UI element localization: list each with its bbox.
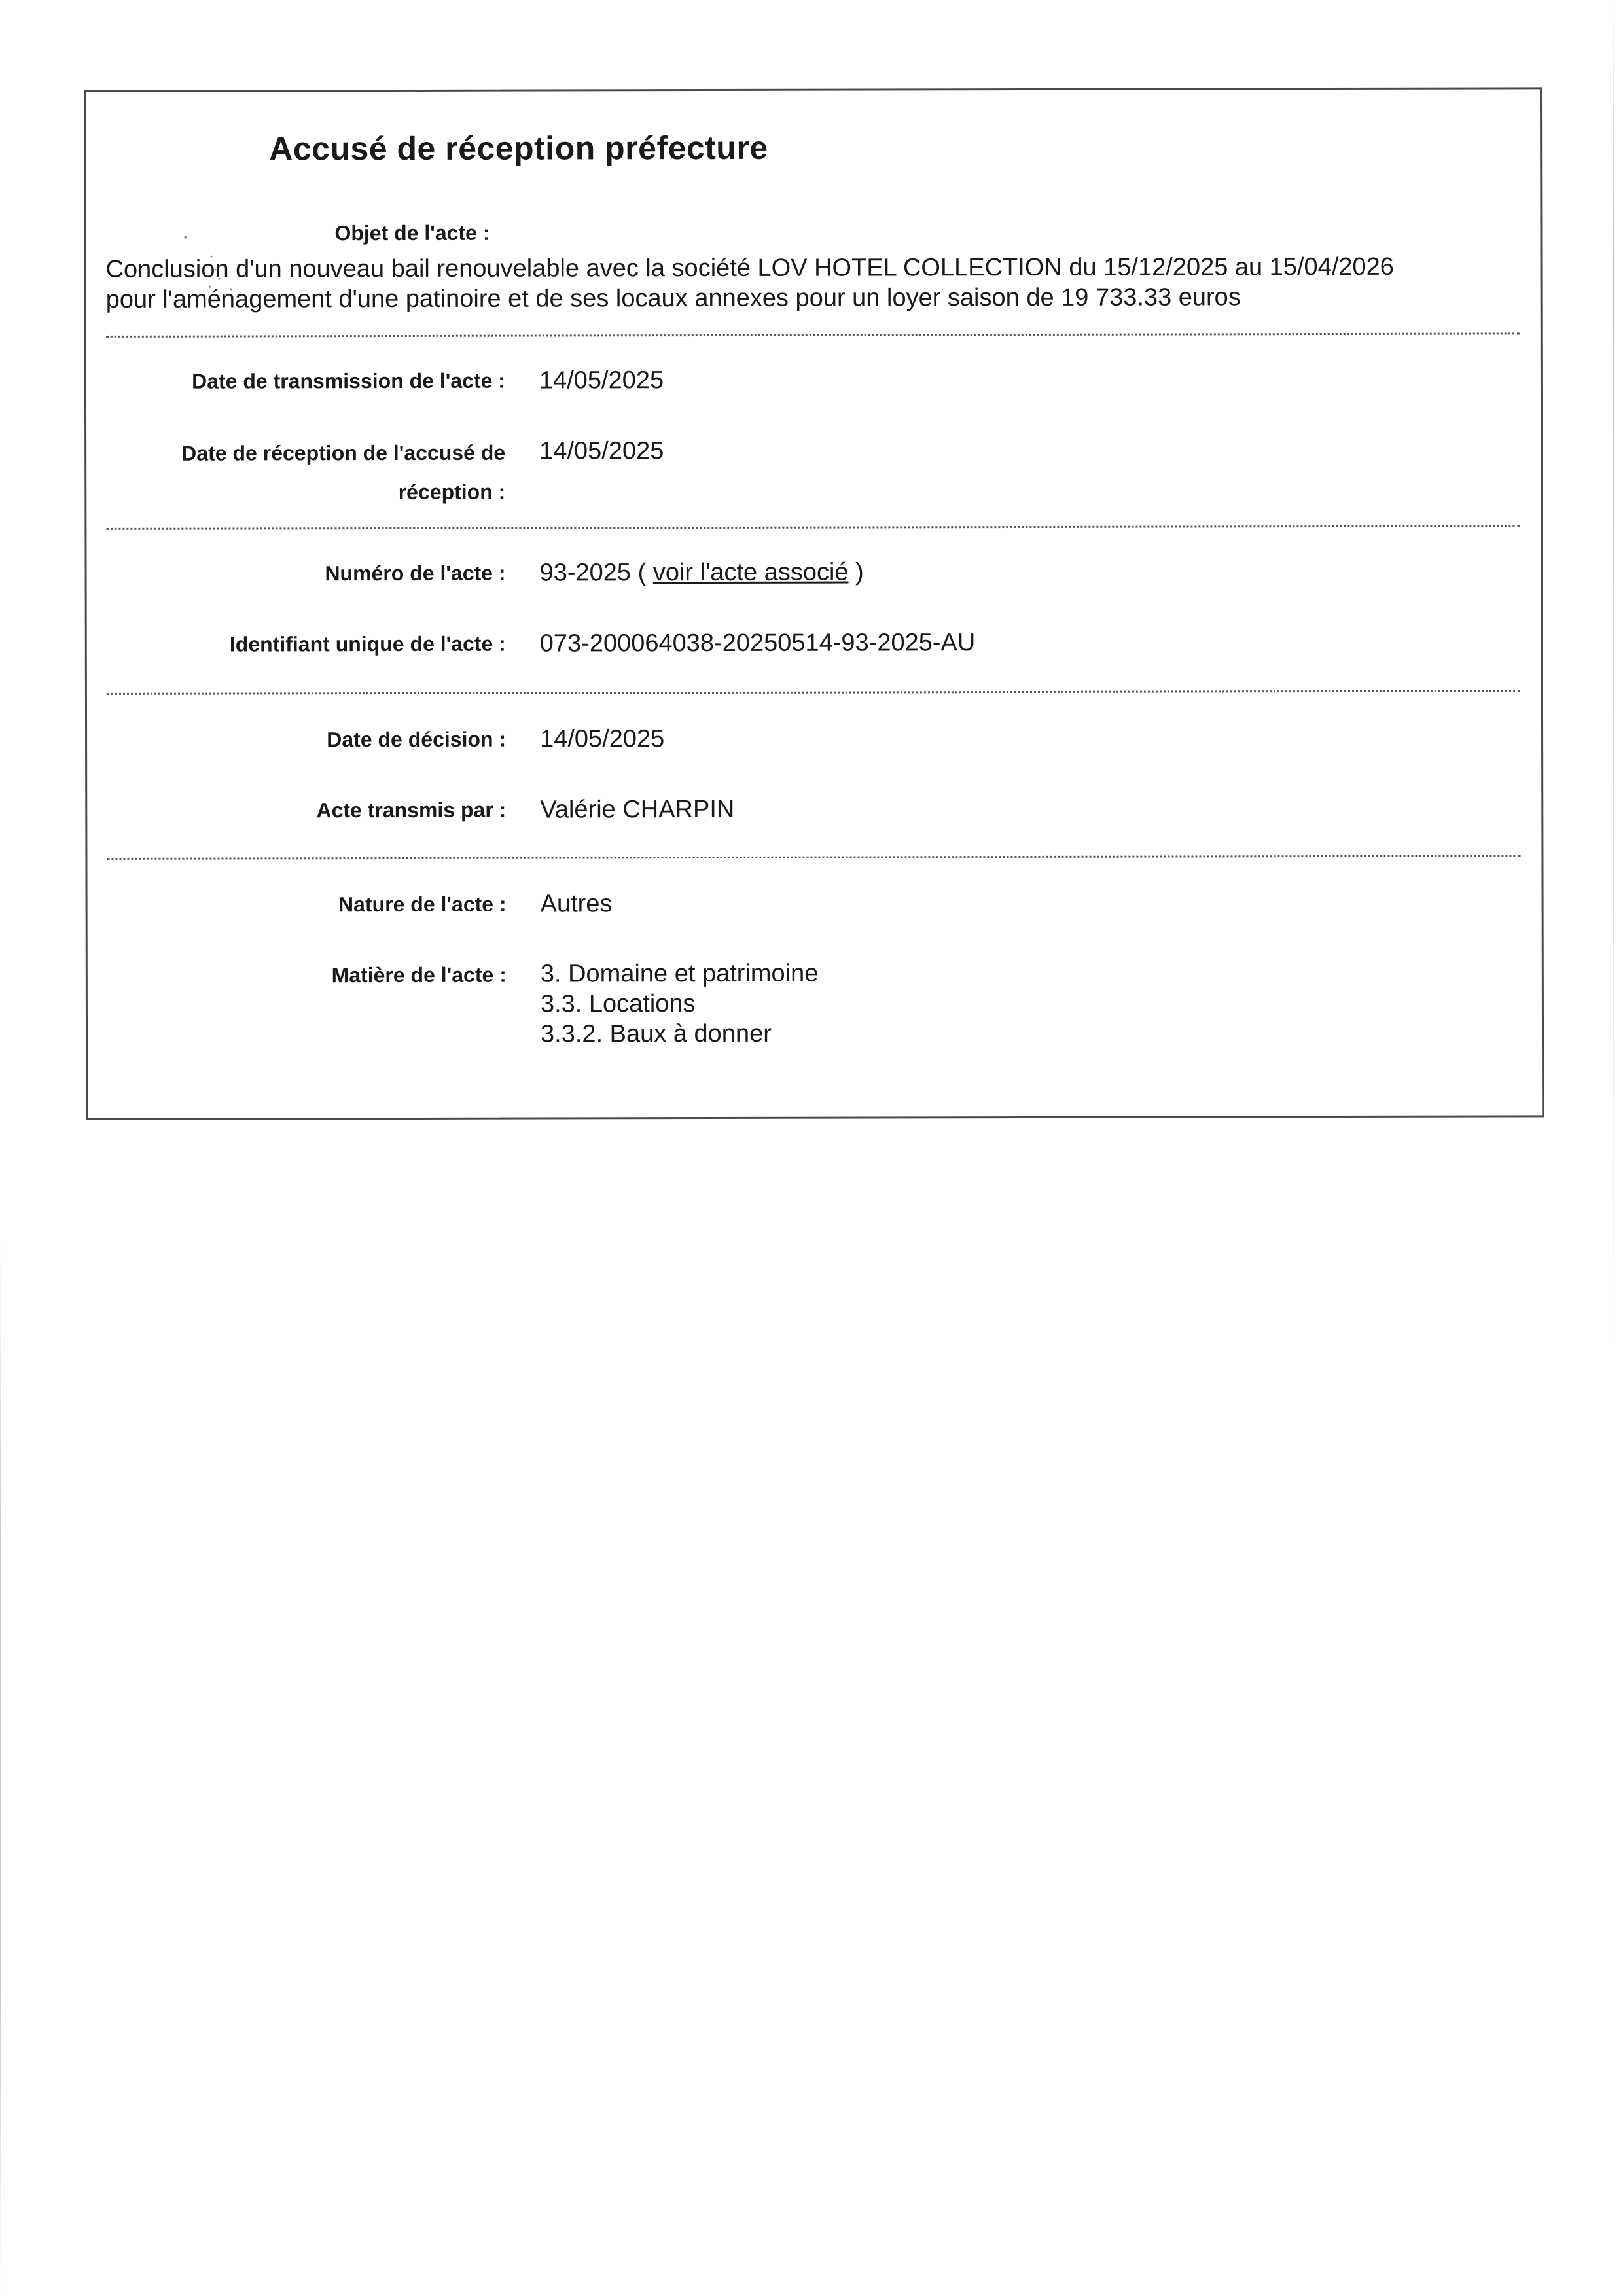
transmission-label: Date de transmission de l'acte : [192,368,505,393]
transmis-par-label: Acte transmis par : [316,798,507,822]
transmis-par-value: Valérie CHARPIN [540,795,735,824]
decision-value: 14/05/2025 [540,725,665,753]
decision-label: Date de décision : [327,727,507,752]
matiere-line: 3. Domaine et patrimoine [540,959,819,988]
objet-line-2: pour l'aménagement d'une patinoire et de ses locaux annexes pour un loyer saison de 19 733.33 euros [105,283,1241,313]
matiere-label: Matière de l'acte : [331,963,507,987]
reception-label-line-2: réception : [398,480,506,504]
reception-value: 14/05/2025 [539,437,664,465]
matiere-value [541,959,819,1050]
separator [106,525,1520,530]
transmission-value: 14/05/2025 [539,366,664,395]
voir-acte-link[interactable]: voir l'acte associé [652,558,849,587]
numero-close-paren: ) [855,558,864,586]
identifiant-label: Identifiant unique de l'acte : [229,631,506,656]
identifiant-value: 073-200064038-20250514-93-2025-AU [539,629,976,658]
scan-edge-right [1613,0,1614,1348]
nature-label: Nature de l'acte : [338,892,507,917]
receipt-frame [84,87,1544,1120]
separator [107,690,1520,695]
objet-line-1: Conclusion d'un nouveau bail renouvelable avec la société LOV HOTEL COLLECTION du 15/12/2025 au 15/04/2026 [105,253,1394,283]
reception-label [139,433,505,512]
numero-open-paren: ( [637,559,647,587]
reception-label-line-1: Date de réception de l'accusé de [181,440,506,465]
numero-value-row [539,557,863,589]
matiere-line: 3.3. Locations [540,990,696,1018]
separator [106,332,1520,338]
objet-text [106,251,1526,315]
separator [107,855,1520,860]
page-title: Accusé de réception préfecture [269,129,768,168]
objet-label: Objet de l'acte : [334,221,490,245]
matiere-line: 3.3.2. Baux à donner [540,1019,772,1048]
nature-value: Autres [540,890,613,918]
scan-edge-left [0,1243,1,2290]
numero-value: 93-2025 [539,559,632,587]
numero-label: Numéro de l'acte : [325,561,506,586]
